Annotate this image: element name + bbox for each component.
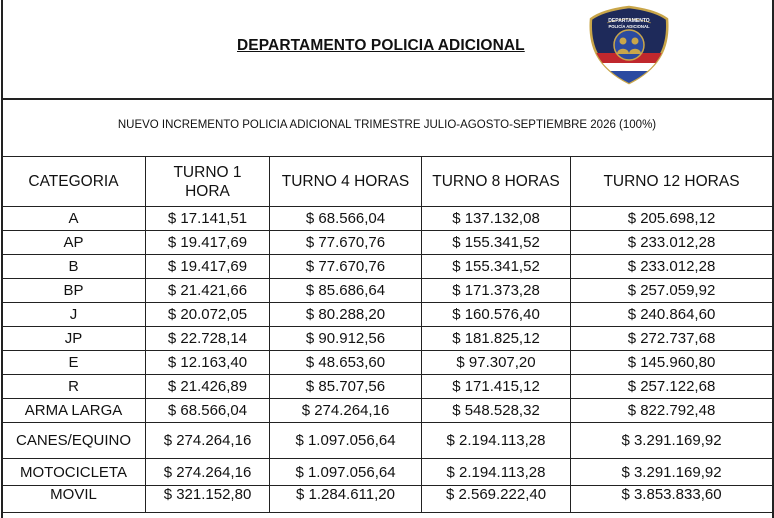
category-cell: B	[2, 255, 146, 279]
turno-4-horas-cell: $ 85.686,64	[270, 279, 422, 303]
page-title: DEPARTAMENTO POLICIA ADICIONAL	[237, 37, 525, 54]
turno-4-horas-cell: $ 68.566,04	[270, 207, 422, 231]
turno-4-horas-cell: $ 1.097.056,64	[270, 423, 422, 459]
turno-1-hora-cell: $ 19.417,69	[146, 231, 270, 255]
table-row	[2, 231, 773, 255]
turno-8-horas-cell: $ 155.341,52	[422, 255, 571, 279]
turno-8-horas-cell: $ 548.528,32	[422, 399, 571, 423]
turno-4-horas-cell: $ 90.912,56	[270, 327, 422, 351]
turno-8-horas-cell: $ 181.825,12	[422, 327, 571, 351]
header-turno-4-horas: TURNO 4 HORAS	[270, 157, 422, 207]
turno-4-horas-cell: $ 1.097.056,64	[270, 459, 422, 486]
turno-8-horas-cell: $ 97.307,20	[422, 351, 571, 375]
turno-4-horas-cell: $ 80.288,20	[270, 303, 422, 327]
turno-12-horas-cell: $ 233.012,28	[571, 231, 773, 255]
turno-8-horas-cell: $ 2.194.113,28	[422, 423, 571, 459]
turno-4-horas-cell: $ 1.284.611,20	[270, 486, 422, 513]
header-turno-12-horas: TURNO 12 HORAS	[571, 157, 773, 207]
table-row	[2, 207, 773, 231]
turno-12-horas-cell: $ 205.698,12	[571, 207, 773, 231]
turno-8-horas-cell: $ 2.569.222,40	[422, 486, 571, 513]
turno-4-horas-cell: $ 274.264,16	[270, 399, 422, 423]
table-row	[2, 459, 773, 486]
turno-8-horas-cell: $ 160.576,40	[422, 303, 571, 327]
turno-12-horas-cell: $ 3.291.169,92	[571, 423, 773, 459]
turno-1-hora-cell: $ 22.728,14	[146, 327, 270, 351]
turno-1-hora-cell: $ 21.421,66	[146, 279, 270, 303]
turno-12-horas-cell: $ 257.059,92	[571, 279, 773, 303]
turno-12-horas-cell: $ 233.012,28	[571, 255, 773, 279]
table-row	[2, 423, 773, 459]
category-cell: J	[2, 303, 146, 327]
svg-text:POLICÍA ADICIONAL: POLICÍA ADICIONAL	[608, 24, 650, 29]
document-subtitle: NUEVO INCREMENTO POLICIA ADICIONAL TRIMESTRE JULIO-AGOSTO-SEPTIEMBRE 2026 (100%)	[117, 119, 657, 131]
table-row	[2, 351, 773, 375]
header-categoria: CATEGORIA	[2, 157, 146, 207]
turno-8-horas-cell: $ 137.132,08	[422, 207, 571, 231]
table-row	[2, 327, 773, 351]
table-header-row	[2, 157, 773, 207]
category-cell: ARMA LARGA	[2, 399, 146, 423]
table-row	[2, 375, 773, 399]
turno-1-hora-cell: $ 20.072,05	[146, 303, 270, 327]
police-badge-logo	[587, 5, 671, 85]
table-row	[2, 279, 773, 303]
badge-text: DEPARTAMENTO	[608, 18, 650, 24]
header-divider	[1, 98, 774, 100]
turno-12-horas-cell: $ 240.864,60	[571, 303, 773, 327]
turno-1-hora-cell: $ 21.426,89	[146, 375, 270, 399]
turno-12-horas-cell: $ 3.853.833,60	[571, 486, 773, 513]
table-row	[2, 486, 773, 513]
turno-1-hora-cell: $ 274.264,16	[146, 459, 270, 486]
turno-8-horas-cell: $ 155.341,52	[422, 231, 571, 255]
category-cell: CANES/EQUINO	[2, 423, 146, 459]
category-cell: JP	[2, 327, 146, 351]
category-cell: A	[2, 207, 146, 231]
turno-4-horas-cell: $ 77.670,76	[270, 255, 422, 279]
turno-12-horas-cell: $ 822.792,48	[571, 399, 773, 423]
turno-4-horas-cell: $ 77.670,76	[270, 231, 422, 255]
turno-1-hora-cell: $ 12.163,40	[146, 351, 270, 375]
turno-1-hora-cell: $ 68.566,04	[146, 399, 270, 423]
turno-4-horas-cell: $ 85.707,56	[270, 375, 422, 399]
turno-12-horas-cell: $ 3.291.169,92	[571, 459, 773, 486]
turno-8-horas-cell: $ 171.415,12	[422, 375, 571, 399]
category-cell: MOTOCICLETA	[2, 459, 146, 486]
rates-table	[1, 156, 773, 513]
turno-1-hora-cell: $ 274.264,16	[146, 423, 270, 459]
turno-1-hora-cell: $ 17.141,51	[146, 207, 270, 231]
turno-1-hora-cell: $ 19.417,69	[146, 255, 270, 279]
turno-8-horas-cell: $ 2.194.113,28	[422, 459, 571, 486]
table-row	[2, 303, 773, 327]
category-cell: BP	[2, 279, 146, 303]
header-turno-8-horas: TURNO 8 HORAS	[422, 157, 571, 207]
turno-8-horas-cell: $ 171.373,28	[422, 279, 571, 303]
header-turno-1-hora: TURNO 1 HORA	[146, 157, 270, 207]
table-row	[2, 399, 773, 423]
category-cell: AP	[2, 231, 146, 255]
category-cell: R	[2, 375, 146, 399]
turno-12-horas-cell: $ 145.960,80	[571, 351, 773, 375]
category-cell: E	[2, 351, 146, 375]
category-cell: MOVIL	[2, 486, 146, 513]
turno-4-horas-cell: $ 48.653,60	[270, 351, 422, 375]
table-row	[2, 255, 773, 279]
turno-12-horas-cell: $ 257.122,68	[571, 375, 773, 399]
turno-1-hora-cell: $ 321.152,80	[146, 486, 270, 513]
turno-12-horas-cell: $ 272.737,68	[571, 327, 773, 351]
